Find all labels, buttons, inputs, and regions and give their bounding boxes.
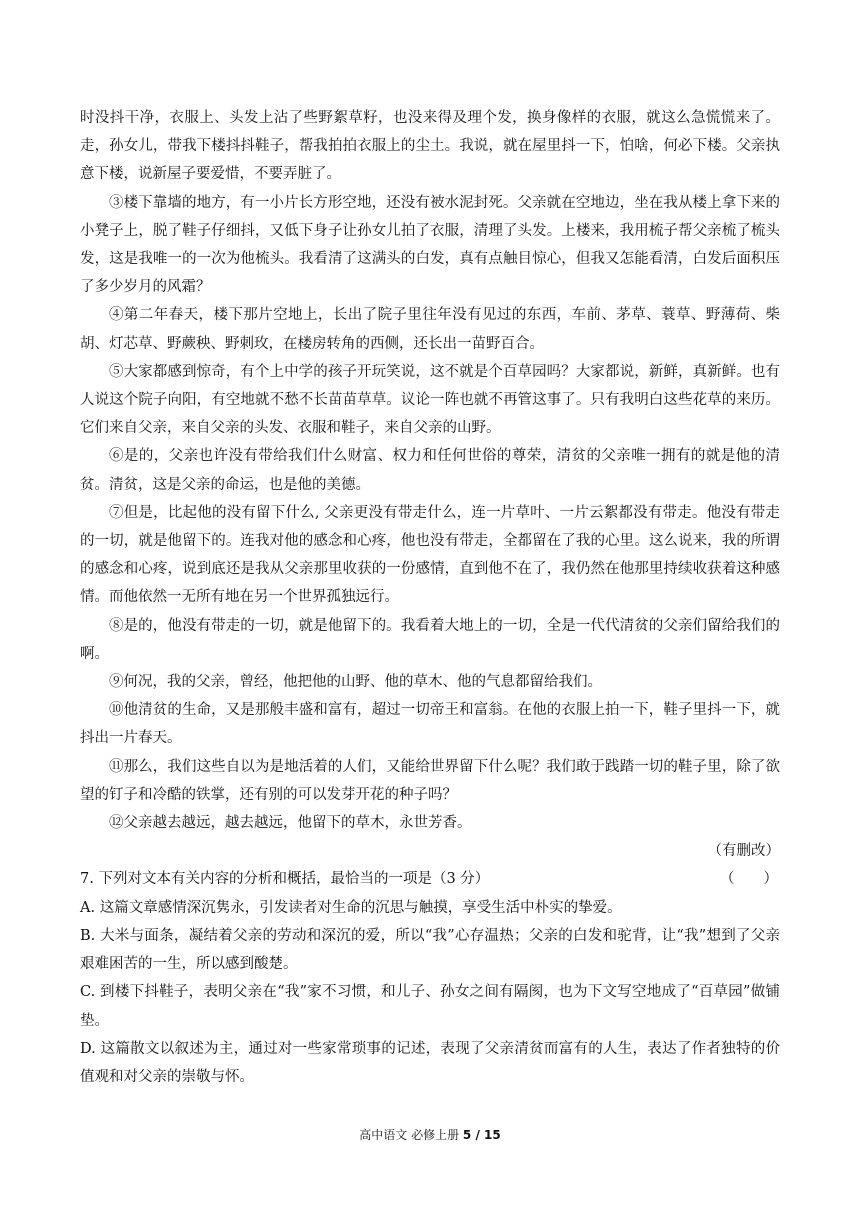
option-a: A. 这篇文章感情深沉隽永，引发读者对生命的沉思与触摸，享受生活中朴实的挚爱。: [80, 899, 622, 916]
essay-paragraph: ⑥是的，父亲也许没有带给我们什么财富、权力和任何世俗的尊荣，清贫的父亲唯一拥有的就是他的清贫。清贫，这是父亲的命运，也是他的美德。: [80, 448, 780, 493]
essay-paragraph: ④第二年春天，楼下那片空地上，长出了院子里往年没有见过的东西，车前、茅草、蓑草、野薄荷、柴胡、灯芯草、野蕨秧、野刺玫，在楼房转角的西侧，还长出一苗野百合。: [80, 307, 780, 352]
source-note: （有删改）: [707, 843, 780, 860]
essay-paragraph: ⑧是的，他没有带走的一切，就是他留下的。我看着大地上的一切，全是一代代清贫的父亲们留给我们的啊。: [80, 617, 780, 662]
document-body: [80, 104, 780, 1091]
essay-paragraph: ⑩他清贫的生命，又是那般丰盛和富有，超过一切帝王和富翁。在他的衣服上拍一下，鞋子里抖一下，就抖出一片春天。: [80, 702, 780, 747]
essay-paragraph: ⑪那么，我们这些自以为是地活着的人们，又能给世界留下什么呢？我们敢于践踏一切的鞋子里，除了欲望的钉子和冷酷的铁掌，还有别的可以发芽开花的种子吗？: [80, 758, 780, 803]
question-7: [80, 865, 780, 1091]
essay-paragraph: ⑤大家都感到惊奇，有个上中学的孩子开玩笑说，这不就是个百草园吗？大家都说，新鲜，真新鲜。也有人说这个院子向阳，有空地就不愁不长苗苗草草。议论一阵也就不再管这事了。只有我明白这些花草的来历。它们来自父亲，来自父亲的头发、衣服和鞋子，来自父亲的山野。: [80, 363, 780, 437]
option-c: C. 到楼下抖鞋子，表明父亲在“我”家不习惯，和儿子、孙女之间有隔阂，也为下文写空地成了“百草园”做铺垫。: [80, 984, 780, 1029]
option-d: D. 这篇散文以叙述为主，通过对一些家常琐事的记述，表现了父亲清贫而富有的人生，表达了作者独特的价值观和对父亲的崇敬与怀。: [80, 1040, 780, 1085]
essay-paragraph: ⑦但是，比起他的没有留下什么, 父亲更没有带走什么，连一片草叶、一片云絮都没有带走。他没有带走的一切，就是他留下的。连我对他的感念和心疼，他也没有带走，全都留在了我的心里。这么说来，我的所谓的感念和心疼，说到底还是我从父亲那里收获的一份感情，直到他不在了，我仍然在他那里持续收获着这种感情。而他依然一无所有地在另一个世界孤独远行。: [80, 504, 780, 606]
essay-paragraph: ⑨何况，我的父亲，曾经，他把他的山野、他的草木、他的气息都留给我们。: [109, 674, 602, 691]
essay-paragraph: ③楼下靠墙的地方，有一小片长方形空地，还没有被水泥封死。父亲就在空地边，坐在我从楼上拿下来的小凳子上，脱了鞋子仔细抖，又低下身子让孙女儿拍了衣服，清理了头发。上楼来，我用梳子帮父亲梳了梳头发，这是我唯一的一次为他梳头。我看清了这满头的白发，真有点触目惊心，但我又怎能看清，白发后面积压了多少岁月的风霜？: [80, 194, 780, 296]
page-number: 5 / 15: [462, 1128, 501, 1142]
question-stem-line: [80, 865, 780, 893]
option-b: B. 大米与面条，凝结着父亲的劳动和深沉的爱，所以“我”心存温热；父亲的白发和驼背，让“我”想到了父亲艰难困苦的一生，所以感到酸楚。: [80, 927, 780, 973]
essay-text: [80, 104, 780, 837]
essay-paragraph: 时没抖干净，衣服上、头发上沾了些野絮草籽，也没来得及理个发，换身像样的衣服，就这么急慌慌来了。走，孙女儿，带我下楼抖抖鞋子，帮我拍拍衣服上的尘土。我说，就在屋里抖一下，怕啥，何必下楼。父亲执意下楼，说新屋子要爱惜，不要弄脏了。: [80, 110, 780, 183]
page-footer: [0, 1126, 860, 1143]
footer-course: 高中语文 必修上册: [359, 1128, 460, 1142]
essay-paragraph: ⑫父亲越去越远，越去越远，他留下的草木，永世芳香。: [109, 815, 472, 832]
answer-blank: （ ）: [720, 871, 778, 888]
question-stem: 7. 下列对文本有关内容的分析和概括，最恰当的一项是（3 分）: [80, 871, 490, 888]
